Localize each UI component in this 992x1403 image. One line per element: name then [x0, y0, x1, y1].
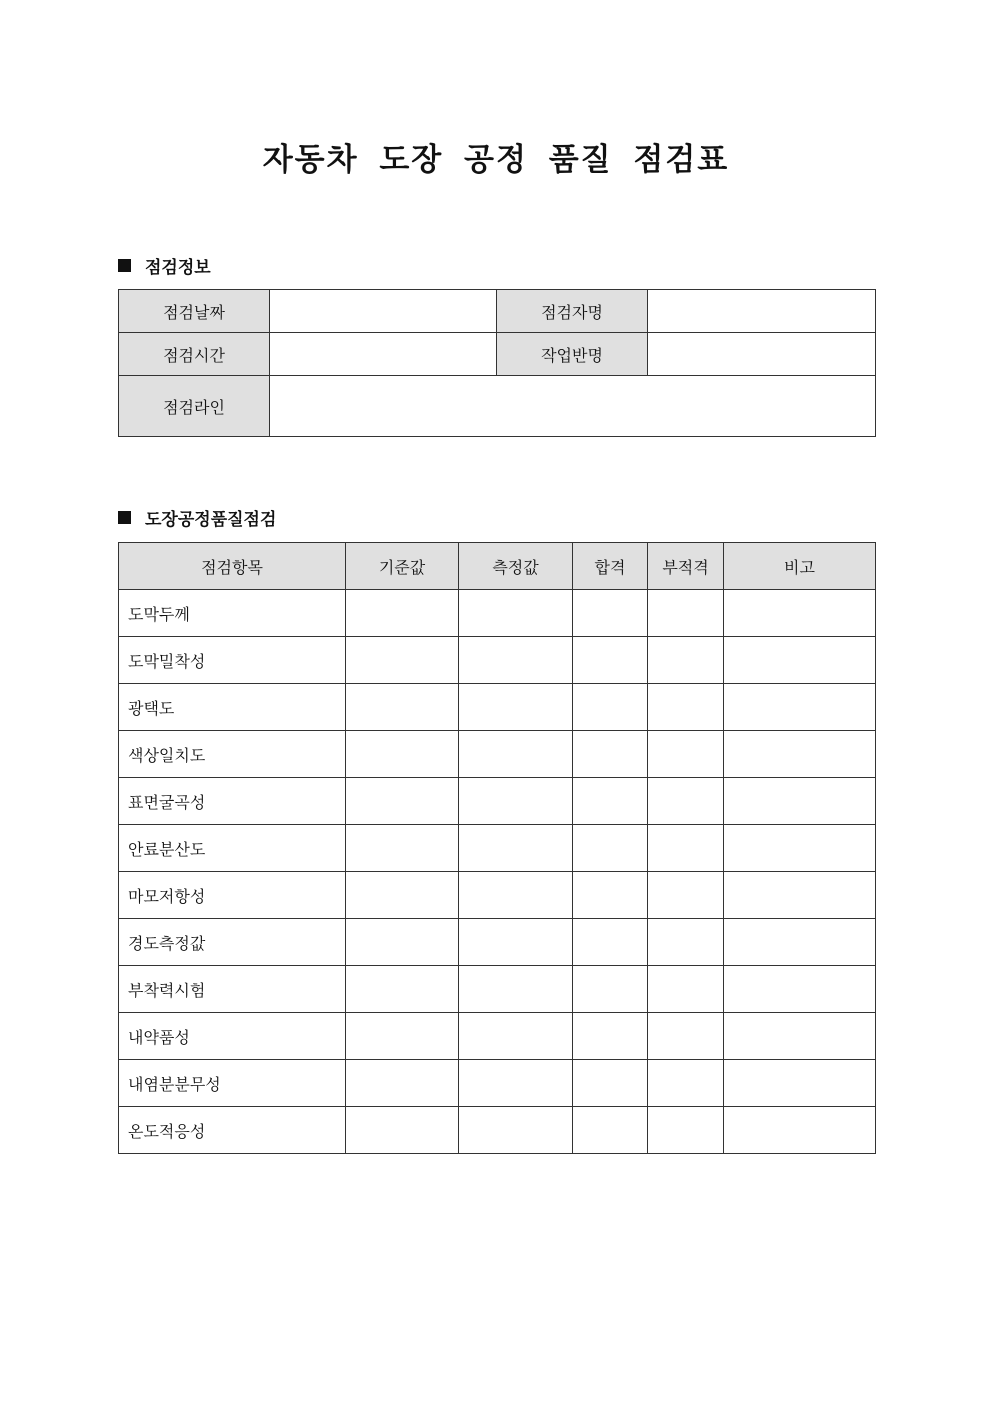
standard-value-cell[interactable]: [346, 1107, 459, 1154]
measured-value-cell[interactable]: [459, 825, 573, 872]
column-header: 부적격: [648, 543, 724, 590]
date-field[interactable]: [270, 290, 497, 333]
fail-cell[interactable]: [648, 1013, 724, 1060]
section-heading-check-label: 도장공정품질점검: [145, 510, 277, 530]
label-inspector: 점검자명: [497, 290, 648, 333]
inspector-field[interactable]: [648, 290, 876, 333]
pass-cell[interactable]: [573, 637, 648, 684]
check-item-label: 온도적응성: [119, 1107, 346, 1154]
pass-cell[interactable]: [573, 590, 648, 637]
fail-cell[interactable]: [648, 1107, 724, 1154]
measured-value-cell[interactable]: [459, 731, 573, 778]
team-field[interactable]: [648, 333, 876, 376]
standard-value-cell[interactable]: [346, 731, 459, 778]
remarks-cell[interactable]: [724, 1107, 876, 1154]
standard-value-cell[interactable]: [346, 778, 459, 825]
remarks-cell[interactable]: [724, 872, 876, 919]
label-time: 점검시간: [119, 333, 270, 376]
measured-value-cell[interactable]: [459, 1013, 573, 1060]
standard-value-cell[interactable]: [346, 872, 459, 919]
measured-value-cell[interactable]: [459, 590, 573, 637]
remarks-cell[interactable]: [724, 825, 876, 872]
table-row: [119, 1060, 876, 1107]
measured-value-cell[interactable]: [459, 684, 573, 731]
fail-cell[interactable]: [648, 1060, 724, 1107]
check-item-label: 광택도: [119, 684, 346, 731]
pass-cell[interactable]: [573, 778, 648, 825]
section-heading-info-label: 점검정보: [145, 258, 211, 278]
check-item-label: 마모저항성: [119, 872, 346, 919]
remarks-cell[interactable]: [724, 778, 876, 825]
table-row: [119, 919, 876, 966]
section-heading-check: [118, 505, 276, 530]
line-field[interactable]: [270, 376, 876, 437]
quality-check-table: [118, 542, 876, 1154]
measured-value-cell[interactable]: [459, 966, 573, 1013]
fail-cell[interactable]: [648, 637, 724, 684]
table-row: [119, 825, 876, 872]
remarks-cell[interactable]: [724, 731, 876, 778]
measured-value-cell[interactable]: [459, 1060, 573, 1107]
pass-cell[interactable]: [573, 1013, 648, 1060]
inspection-info-table: [118, 289, 876, 437]
remarks-cell[interactable]: [724, 637, 876, 684]
measured-value-cell[interactable]: [459, 1107, 573, 1154]
standard-value-cell[interactable]: [346, 966, 459, 1013]
fail-cell[interactable]: [648, 778, 724, 825]
section-heading-info: [118, 253, 211, 278]
fail-cell[interactable]: [648, 825, 724, 872]
label-team: 작업반명: [497, 333, 648, 376]
page-title: 자동차 도장 공정 품질 점검표: [262, 142, 730, 178]
label-date: 점검날짜: [119, 290, 270, 333]
check-item-label: 내염분분무성: [119, 1060, 346, 1107]
measured-value-cell[interactable]: [459, 637, 573, 684]
column-header: 기준값: [346, 543, 459, 590]
table-row: [119, 731, 876, 778]
pass-cell[interactable]: [573, 872, 648, 919]
table-row: [119, 1107, 876, 1154]
standard-value-cell[interactable]: [346, 919, 459, 966]
standard-value-cell[interactable]: [346, 684, 459, 731]
pass-cell[interactable]: [573, 919, 648, 966]
column-header: 합격: [573, 543, 648, 590]
table-row: [119, 1013, 876, 1060]
check-item-label: 내약품성: [119, 1013, 346, 1060]
check-item-label: 경도측정값: [119, 919, 346, 966]
table-row: [119, 590, 876, 637]
square-bullet-icon: [118, 259, 131, 272]
time-field[interactable]: [270, 333, 497, 376]
pass-cell[interactable]: [573, 966, 648, 1013]
fail-cell[interactable]: [648, 966, 724, 1013]
fail-cell[interactable]: [648, 684, 724, 731]
table-row: [119, 684, 876, 731]
info-row-1: [119, 290, 876, 333]
square-bullet-icon: [118, 511, 131, 524]
pass-cell[interactable]: [573, 731, 648, 778]
measured-value-cell[interactable]: [459, 872, 573, 919]
fail-cell[interactable]: [648, 919, 724, 966]
table-row: [119, 872, 876, 919]
standard-value-cell[interactable]: [346, 637, 459, 684]
column-header: 점검항목: [119, 543, 346, 590]
remarks-cell[interactable]: [724, 966, 876, 1013]
measured-value-cell[interactable]: [459, 919, 573, 966]
remarks-cell[interactable]: [724, 1060, 876, 1107]
remarks-cell[interactable]: [724, 684, 876, 731]
standard-value-cell[interactable]: [346, 825, 459, 872]
check-item-label: 표면굴곡성: [119, 778, 346, 825]
label-line: 점검라인: [119, 376, 270, 437]
remarks-cell[interactable]: [724, 1013, 876, 1060]
table-row: [119, 966, 876, 1013]
pass-cell[interactable]: [573, 1107, 648, 1154]
fail-cell[interactable]: [648, 590, 724, 637]
info-row-3: [119, 376, 876, 437]
table-row: [119, 778, 876, 825]
check-item-label: 안료분산도: [119, 825, 346, 872]
check-item-label: 색상일치도: [119, 731, 346, 778]
info-row-2: [119, 333, 876, 376]
column-header: 측정값: [459, 543, 573, 590]
check-item-label: 도막두께: [119, 590, 346, 637]
pass-cell[interactable]: [573, 684, 648, 731]
check-item-label: 부착력시험: [119, 966, 346, 1013]
column-header: 비고: [724, 543, 876, 590]
pass-cell[interactable]: [573, 1060, 648, 1107]
fail-cell[interactable]: [648, 731, 724, 778]
remarks-cell[interactable]: [724, 590, 876, 637]
check-item-label: 도막밀착성: [119, 637, 346, 684]
standard-value-cell[interactable]: [346, 1060, 459, 1107]
table-header-row: [119, 543, 876, 590]
pass-cell[interactable]: [573, 825, 648, 872]
standard-value-cell[interactable]: [346, 590, 459, 637]
measured-value-cell[interactable]: [459, 778, 573, 825]
remarks-cell[interactable]: [724, 919, 876, 966]
fail-cell[interactable]: [648, 872, 724, 919]
table-row: [119, 637, 876, 684]
standard-value-cell[interactable]: [346, 1013, 459, 1060]
